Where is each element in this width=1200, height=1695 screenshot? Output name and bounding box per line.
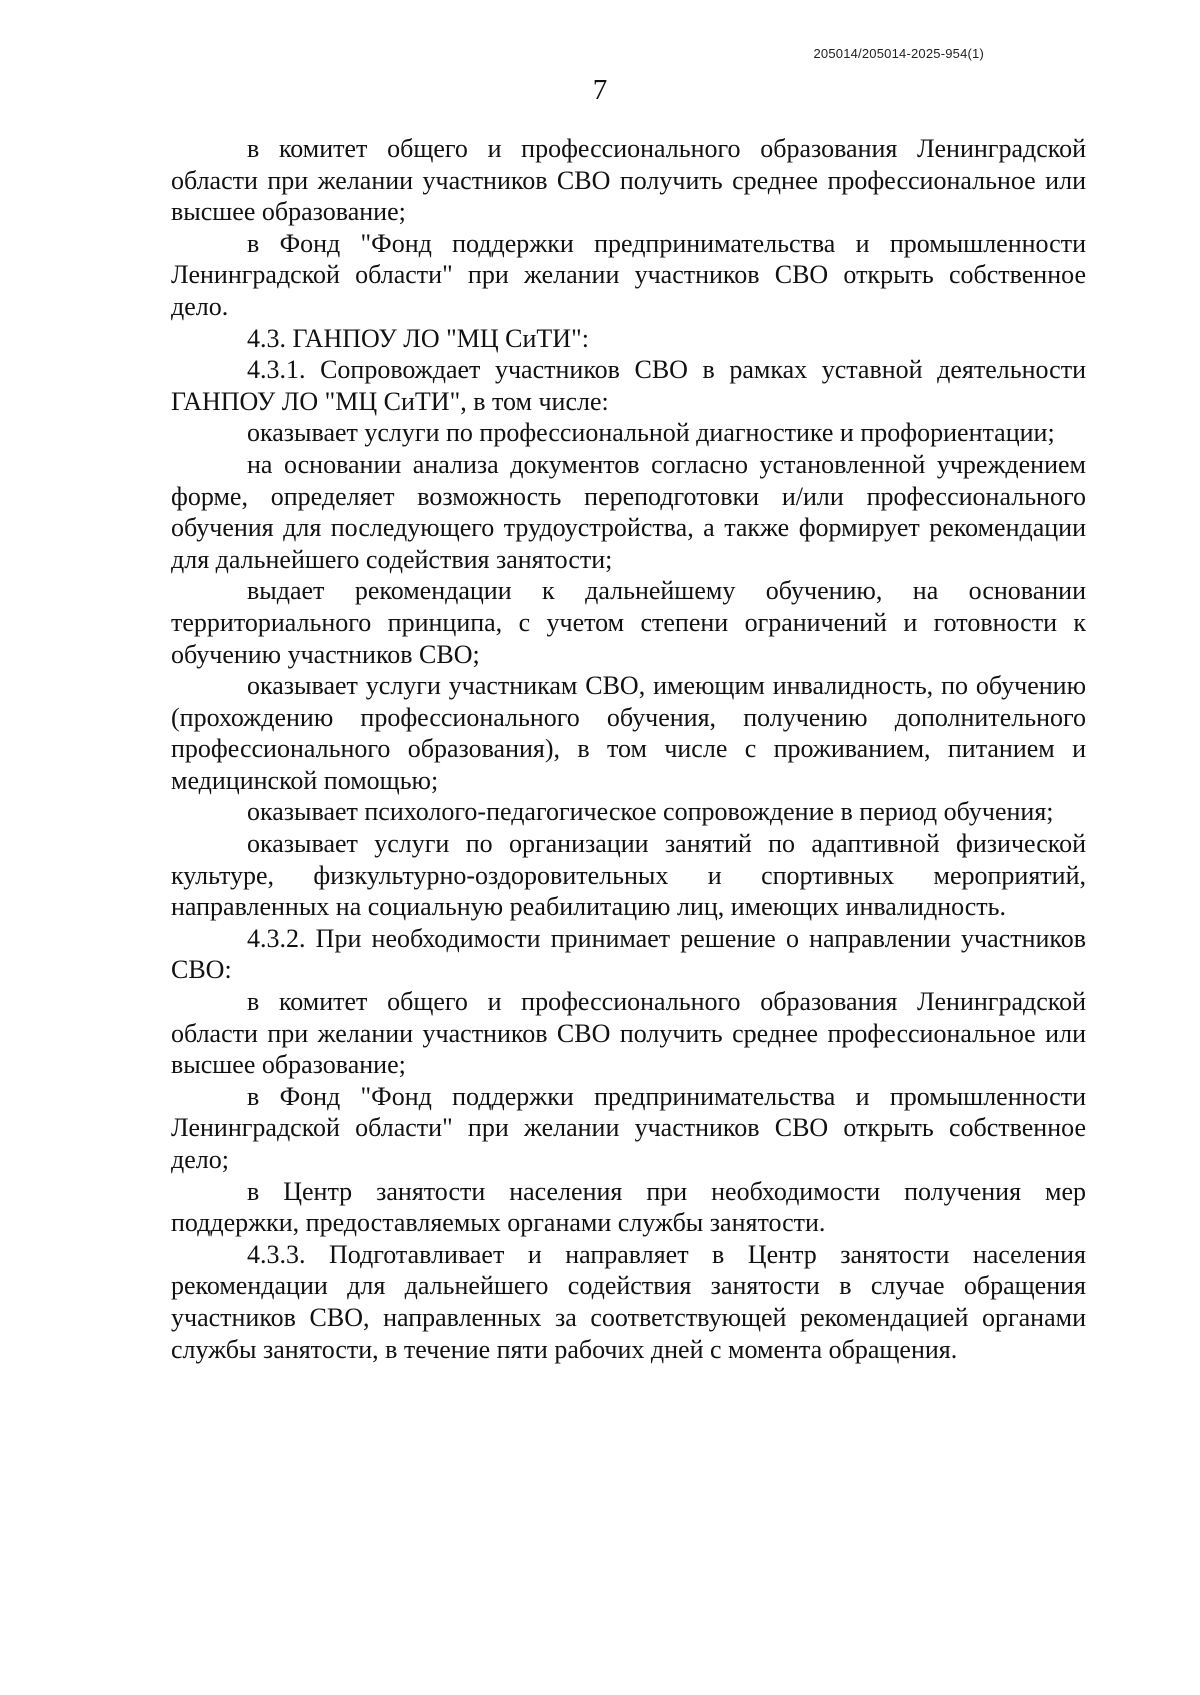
- paragraph: оказывает услуги по организации занятий по адаптивной физической культуре, физкультурно-оздоровительных и спортивных мероприятий, направленных на социальную реабилитацию лиц, имеющих инвалидность.: [171, 829, 1086, 922]
- paragraph: выдает рекомендации к дальнейшему обучению, на основании территориального принципа, с учетом степени ограничений и готовности к обучению участников СВО;: [171, 576, 1086, 669]
- paragraph: оказывает услуги по профессиональной диагностике и профориентации;: [247, 418, 1055, 448]
- paragraph: оказывает психолого-педагогическое сопровождение в период обучения;: [247, 797, 1054, 827]
- paragraph: на основании анализа документов согласно установленной учреждением форме, определяет возможность переподготовки и/или профессионального обучения для последующего трудоустройства, а также формирует рекомендации для дальнейшего содействия занятости;: [171, 449, 1086, 574]
- paragraph: в комитет общего и профессионального образования Ленинградской области при желании участников СВО получить среднее профессиональное или высшее образование;: [171, 987, 1086, 1080]
- paragraph: 4.3.1. Сопровождает участников СВО в рамках уставной деятельности ГАНПОУ ЛО "МЦ СиТИ", в том числе:: [171, 355, 1086, 416]
- paragraph: 4.3.2. При необходимости принимает решение о направлении участников СВО:: [171, 923, 1086, 985]
- section-heading: 4.3. ГАНПОУ ЛО "МЦ СиТИ":: [247, 323, 589, 353]
- document-body: [171, 133, 1086, 1365]
- paragraph: оказывает услуги участникам СВО, имеющим инвалидность, по обучению (прохождению профессионального обучения, получению дополнительного профессионального образования), в том числе с проживанием, питанием и медицинской помощью;: [171, 671, 1086, 795]
- paragraph: в Центр занятости населения при необходимости получения мер поддержки, предоставляемых органами службы занятости.: [171, 1176, 1086, 1238]
- paragraph: в Фонд "Фонд поддержки предпринимательства и промышленности Ленинградской области" при желании участников СВО открыть собственное дело;: [171, 1081, 1086, 1174]
- paragraph: в комитет общего и профессионального образования Ленинградской области при желании участников СВО получить среднее профессиональное или высшее образование;: [171, 134, 1086, 227]
- paragraph: в Фонд "Фонд поддержки предпринимательства и промышленности Ленинградской области" при желании участников СВО открыть собственное дело.: [171, 228, 1086, 321]
- document-id: 205014/205014-2025-954(1): [813, 46, 984, 61]
- page-number: 7: [592, 74, 608, 106]
- paragraph: 4.3.3. Подготавливает и направляет в Центр занятости населения рекомендации для дальнейшего содействия занятости в случае обращения участников СВО, направленных за соответствующей рекомендацией органами службы занятости, в течение пяти рабочих дней с момента обращения.: [171, 1239, 1086, 1364]
